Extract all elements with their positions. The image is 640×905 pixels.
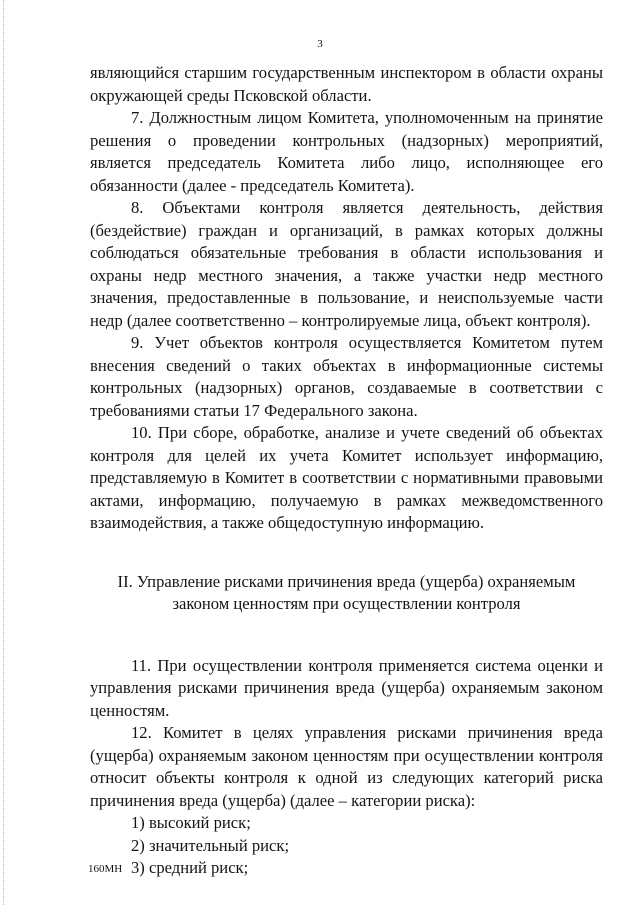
paragraph-10: 10. При сборе, обработке, анализе и учете сведений об объектах контроля для целей их учета Комитет использует информацию, представляемую в Комитет в соответствии с нормативными правовыми актами, информацию, получаемую в рамках межведомственного взаимодействия, а также общедоступную информацию. (90, 423, 603, 532)
footer-code: 160МН (88, 863, 123, 875)
risk-category-item: 3) средний риск; (131, 858, 249, 877)
paragraph-7: 7. Должностным лицом Комитета, уполномоченным на принятие решения о проведении контрольных (надзорных) мероприятий, является председатель Комитета либо лицо, исполняющее его обязанности (далее - председатель Комитета). (90, 108, 603, 195)
paragraph-11: 11. При осуществлении контроля применяется система оценки и управления рисками причинения вреда (ущерба) охраняемым законом ценностям. (90, 655, 603, 720)
paragraph-9: 9. Учет объектов контроля осуществляется Комитетом путем внесения сведений о таких объектах в информационные системы контрольных (надзорных) органов, создаваемые в соответствии с требованиями статьи 17 Федерального закона. (90, 333, 603, 420)
risk-category-item: 1) высокий риск; (131, 813, 251, 832)
paragraph-8: 8. Объектами контроля является деятельность, действия (бездействие) граждан и организаций, в рамках которых должны соблюдаться обязательные требования в области использования и охраны недр местного значения, а также участки недр местного значения, предоставленные в пользование, и неиспользуемые части недр (далее соответственно – контролируемые лица, объект контроля). (90, 198, 603, 330)
document-body (90, 62, 603, 880)
section-heading: II. Управление рисками причинения вреда (ущерба) охраняемым законом ценностям при осуществлении контроля (117, 571, 576, 613)
page-number: 3 (317, 38, 323, 50)
paragraph-12: 12. Комитет в целях управления рисками причинения вреда (ущерба) охраняемым законом ценностям при осуществлении контроля относит объекты контроля к одной из следующих категорий риска причинения вреда (ущерба) (далее – категории риска): (90, 723, 603, 810)
continuation-paragraph: являющийся старшим государственным инспектором в области охраны окружающей среды Псковской области. (90, 63, 603, 105)
scan-edge (3, 0, 5, 905)
risk-category-item: 2) значительный риск; (131, 835, 290, 855)
